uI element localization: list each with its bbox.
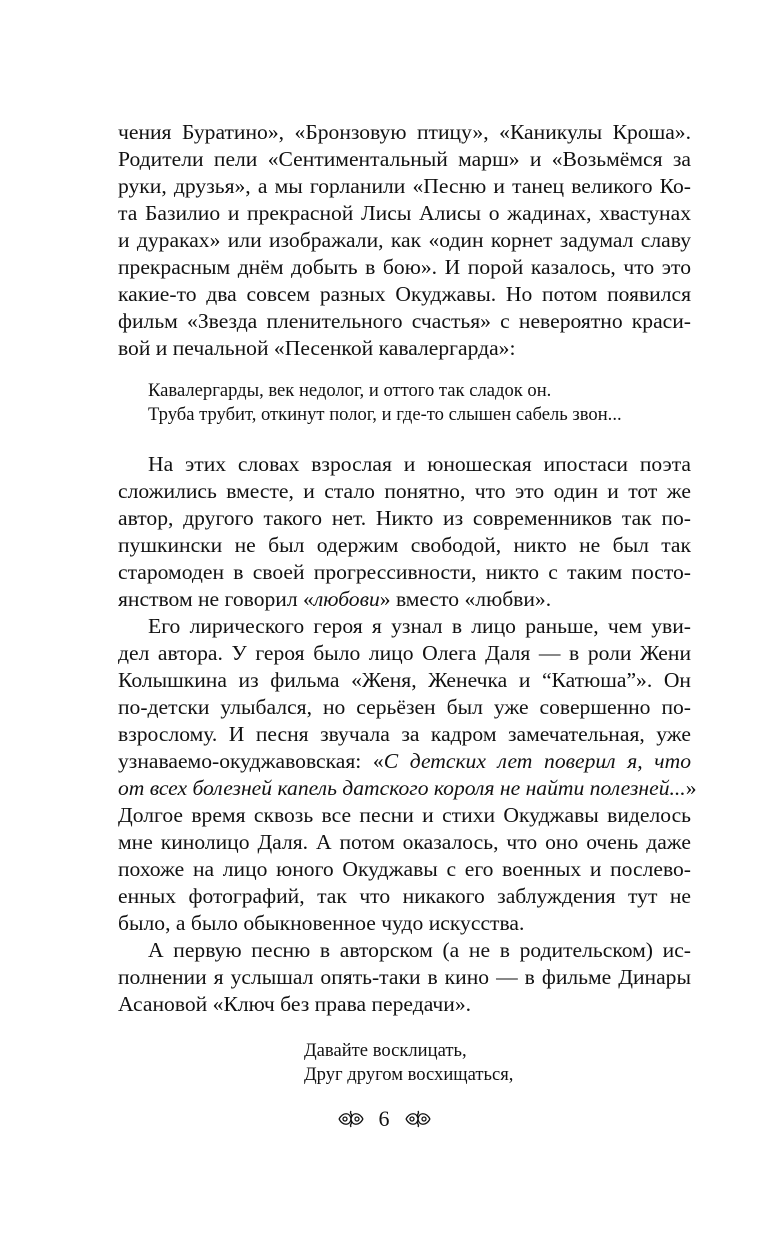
text-line: янством не говорил «любови» вместо «любви».: [118, 587, 552, 611]
text-line: старомоден в своей прогрессивности, никто с таким посто-: [118, 560, 691, 584]
text-line: вой и печальной «Песенкой кавалергарда»:: [118, 336, 516, 360]
text-line: Колышкина из фильма «Женя, Женечка и “Катюша”». Он: [118, 668, 691, 692]
text-line: дел автора. У героя было лицо Олега Даля — в роли Жени: [118, 641, 691, 665]
page-footer: [0, 1106, 768, 1132]
paragraph-first-line: А первую песню в авторском (а не в родительском) ис-: [148, 938, 691, 962]
text-line: автор, другого такого нет. Никто из современников так по-: [118, 506, 691, 530]
italic-quote: С детских лет поверил я, что: [383, 749, 691, 773]
vignette-flourish-icon: [337, 1108, 365, 1130]
text-line: Родители пели «Сентиментальный марш» и «Возьмёмся за: [118, 147, 691, 171]
text-line: Долгое время сквозь все песни и стихи Окуджавы виделось: [118, 803, 691, 827]
text-line: Асановой «Ключ без права передачи».: [118, 992, 472, 1016]
text-line: та Базилио и прекрасной Лисы Алисы о жадинах, хвастунах: [118, 201, 691, 225]
text-line: какие-то два совсем разных Окуджавы. Но потом появился: [118, 282, 691, 306]
text-line: руки, друзья», а мы горланили «Песню и танец великого Ко-: [118, 174, 691, 198]
text-line: узнаваемо-окуджавовская: «С детских лет поверил я, что: [118, 749, 691, 773]
poem-verse-line: Кавалергарды, век недолог, и оттого так сладок он.: [148, 380, 552, 401]
italic-quote: от всех болезней капель датского короля не найти полезней...: [118, 776, 686, 800]
poem-verse-line: Давайте восклицать,: [304, 1040, 467, 1061]
text-line: от всех болезней капель датского короля не найти полезней...»: [118, 776, 697, 800]
italic-word: любови: [313, 587, 380, 611]
vignette-flourish-icon: [404, 1108, 432, 1130]
text-line: енных фотографий, так что никакого заблуждения тут не: [118, 884, 691, 908]
text-line: прекрасным днём добыть в бою». И порой казалось, что это: [118, 255, 691, 279]
text-line: сложились вместе, и стало понятно, что это один и тот же: [118, 479, 691, 503]
text-line: взрослому. И песня звучала за кадром замечательная, уже: [118, 722, 691, 746]
text-line: пушкински не был одержим свободой, никто не был так: [118, 533, 691, 557]
poem-verse-line: Друг другом восхищаться,: [304, 1064, 514, 1085]
text-line: похоже на лицо юного Окуджавы с его военных и послево-: [118, 857, 691, 881]
paragraph-first-line: На этих словах взрослая и юношеская ипостаси поэта: [148, 452, 691, 476]
text-line: было, а было обыкновенное чудо искусства.: [118, 911, 525, 935]
page-number: 6: [378, 1106, 390, 1131]
paragraph-first-line: Его лирического героя я узнал в лицо раньше, чем уви-: [148, 614, 691, 638]
text-line: чения Буратино», «Бронзовую птицу», «Каникулы Кроша».: [118, 120, 691, 144]
text-line: мне кинолицо Даля. А потом оказалось, что оно очень даже: [118, 830, 691, 854]
poem-verse-line: Труба трубит, откинут полог, и где-то слышен сабель звон...: [148, 404, 622, 425]
text-line: по-детски улыбался, но серьёзен был уже совершенно по-: [118, 695, 691, 719]
text-line: фильм «Звезда пленительного счастья» с невероятно краси-: [118, 309, 691, 333]
text-line: полнении я услышал опять-таки в кино — в фильме Динары: [118, 965, 691, 989]
text-line: и дураках» или изображали, как «один корнет задумал славу: [118, 228, 691, 252]
